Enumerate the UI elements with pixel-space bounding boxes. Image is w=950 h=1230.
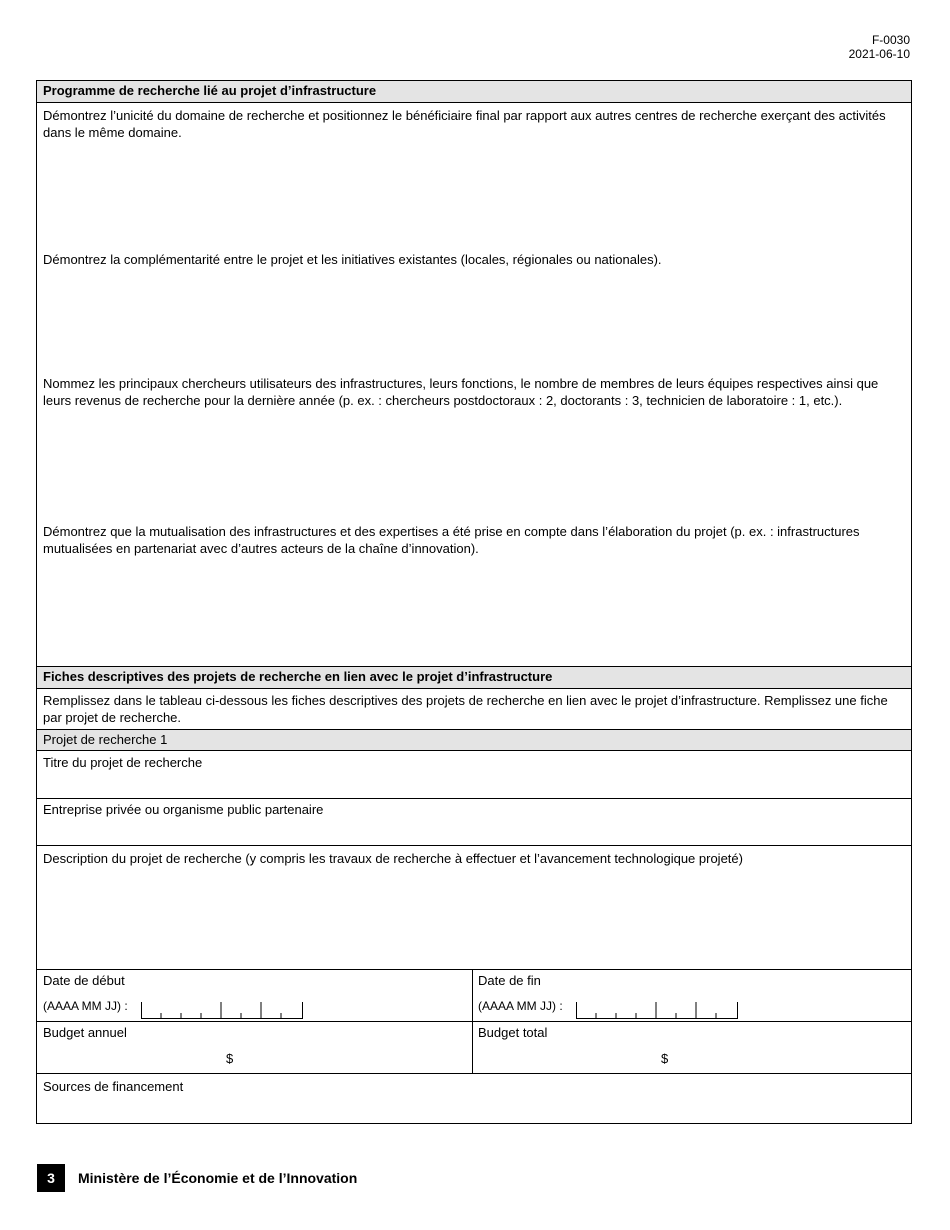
form-code: F-0030 [871,33,910,47]
divider [37,1073,911,1074]
funding-label: Sources de financement [43,1079,184,1094]
project-title-label: Titre du projet de recherche [43,755,203,770]
answer-complementarity[interactable] [43,271,905,371]
divider [37,845,911,846]
answer-researchers[interactable] [43,429,905,521]
section-research-sheets-intro: Remplissez dans le tableau ci-dessous les fiches descriptives des projets de recherche en lien avec le projet d’infrastructure. Remplissez une fiche par projet de recherche. [43,693,888,725]
question-pooling: Démontrez que la mutualisation des infrastructures et des expertises a été prise en compte dans l’élaboration du projet (p. ex. : infrastructures mutualisées en partenariat avec d’autres acteurs de la chaîne d’innovation). [43,524,860,556]
question-researchers: Nommez les principaux chercheurs utilisateurs des infrastructures, leurs fonctions, le nombre de membres de leurs équipes respectives ainsi que leurs revenus de recherche pour la dernière année (p. ex. : chercheurs postdoctoraux : 2, doctorants : 3, technicien de laboratoire : 1, etc.). [43,376,879,408]
start-date-format: (AAAA MM JJ) : [43,999,128,1013]
total-budget-currency: $ [661,1051,669,1066]
section-research-program-title: Programme de recherche lié au projet d’infrastructure [37,81,911,103]
form-reference [849,33,910,61]
funding-field[interactable] [43,1097,905,1121]
description-field[interactable] [43,871,905,967]
start-date-label: Date de début [43,973,125,988]
question-complementarity: Démontrez la complémentarité entre le projet et les initiatives existantes (locales, régionales ou nationales). [43,252,662,267]
annual-budget-label: Budget annuel [43,1025,127,1040]
question-uniqueness: Démontrez l’unicité du domaine de recherche et positionnez le bénéficiaire final par rapport aux autres centres de recherche exerçant des activités dans le même domaine. [43,108,886,140]
form-frame [36,80,912,1124]
divider [37,1021,911,1022]
annual-budget-field[interactable] [43,1043,223,1069]
description-label: Description du projet de recherche (y compris les travaux de recherche à effectuer et l’avancement technologique projeté) [43,851,743,866]
end-date-input[interactable] [576,1002,738,1018]
form-date: 2021-06-10 [848,47,910,61]
project-header: Projet de recherche 1 [37,729,911,751]
partner-label: Entreprise privée ou organisme public partenaire [43,802,324,817]
project-title-field[interactable] [43,773,905,797]
page-number: 3 [37,1164,65,1192]
divider [37,798,911,799]
partner-field[interactable] [43,820,905,844]
divider [37,969,911,970]
answer-pooling[interactable] [43,561,905,661]
answer-uniqueness[interactable] [43,143,905,248]
total-budget-field[interactable] [478,1043,658,1069]
total-budget-label: Budget total [478,1025,548,1040]
annual-budget-currency: $ [226,1051,234,1066]
end-date-label: Date de fin [478,973,541,988]
end-date-format: (AAAA MM JJ) : [478,999,563,1013]
start-date-input[interactable] [141,1002,303,1018]
ministry-name: Ministère de l’Économie et de l’Innovation [78,1170,358,1186]
section-research-sheets-title: Fiches descriptives des projets de recherche en lien avec le projet d’infrastructure [37,666,911,689]
